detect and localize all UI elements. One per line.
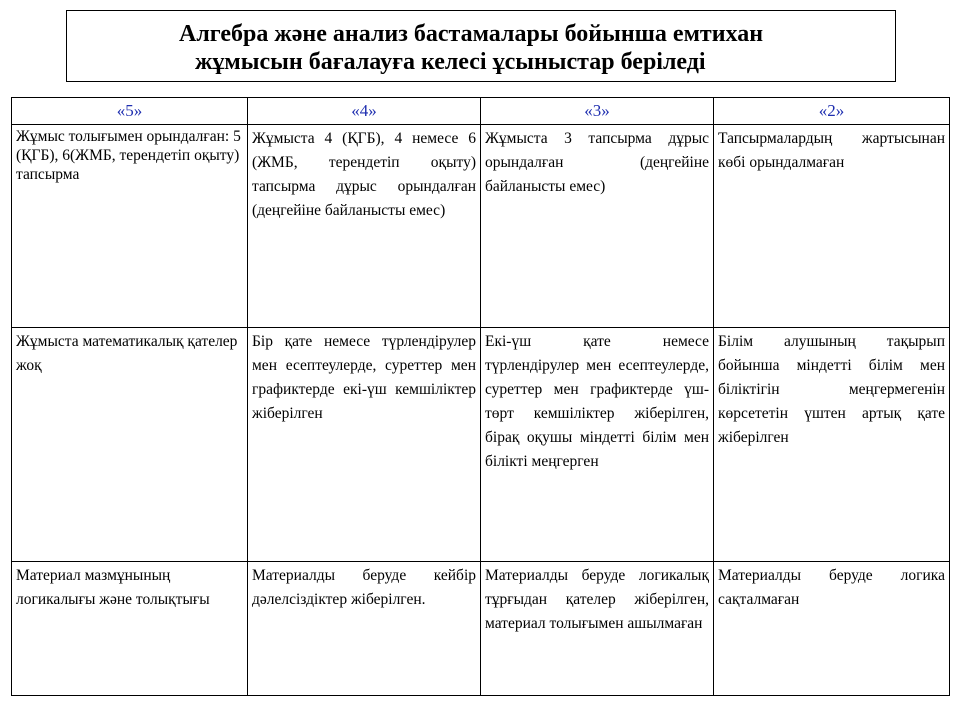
cell-grade-3: Материалды беруде логикалық тұрғыдан қателер жіберілген, материал толығымен ашылмаған — [481, 561, 714, 695]
cell-grade-3: Жұмыста 3 тапсырма дұрыс орындалған (деңгейіне байланысты емес) — [481, 125, 714, 328]
cell-grade-5: Материал мазмұнының логикалығы және толықтығы — [12, 561, 248, 695]
cell-grade-3: Екі-үш қате немесе түрлендірулер мен есептеулерде, суреттер мен графиктерде үш-төрт кемшіліктер жіберілген, бірақ оқушы міндетті білім мен білікті меңгерген — [481, 327, 714, 561]
table-row — [12, 561, 950, 695]
table-row — [12, 327, 950, 561]
cell-grade-5: Жұмыста математикалық қателер жоқ — [12, 327, 248, 561]
table-row — [12, 125, 950, 328]
cell-grade-5: Жұмыс толығымен орындалған: 5 (ҚГБ), 6(ЖМБ, терендетіп оқыту) тапсырма — [12, 125, 248, 328]
header-grade-5: «5» — [12, 98, 248, 125]
grading-table — [11, 97, 950, 696]
header-row — [12, 98, 950, 125]
header-grade-2: «2» — [714, 98, 950, 125]
cell-grade-2: Тапсырмалардың жартысынан көбі орындалмаған — [714, 125, 950, 328]
title-box — [66, 10, 896, 82]
cell-grade-2: Материалды беруде логика сақталмаған — [714, 561, 950, 695]
title-line-1: Алгебра және анализ бастамалары бойынша емтихан — [179, 21, 764, 47]
cell-grade-4: Жұмыста 4 (ҚГБ), 4 немесе 6 (ЖМБ, терендетіп оқыту) тапсырма дұрыс орындалған (деңгейіне байланысты емес) — [248, 125, 481, 328]
header-grade-3: «3» — [481, 98, 714, 125]
header-grade-4: «4» — [248, 98, 481, 125]
cell-grade-2: Білім алушының тақырып бойынша міндетті білім мен біліктігін меңгермегенін көрсететін үштен артық қате жіберілген — [714, 327, 950, 561]
cell-grade-4: Материалды беруде кейбір дәлелсіздіктер жіберілген. — [248, 561, 481, 695]
title-line-2: жұмысын бағалауға келесі ұсыныстар беріледі — [195, 49, 706, 75]
cell-grade-4: Бір қате немесе түрлендірулер мен есептеулерде, суреттер мен графиктерде екі-үш кемшіліктер жіберілген — [248, 327, 481, 561]
